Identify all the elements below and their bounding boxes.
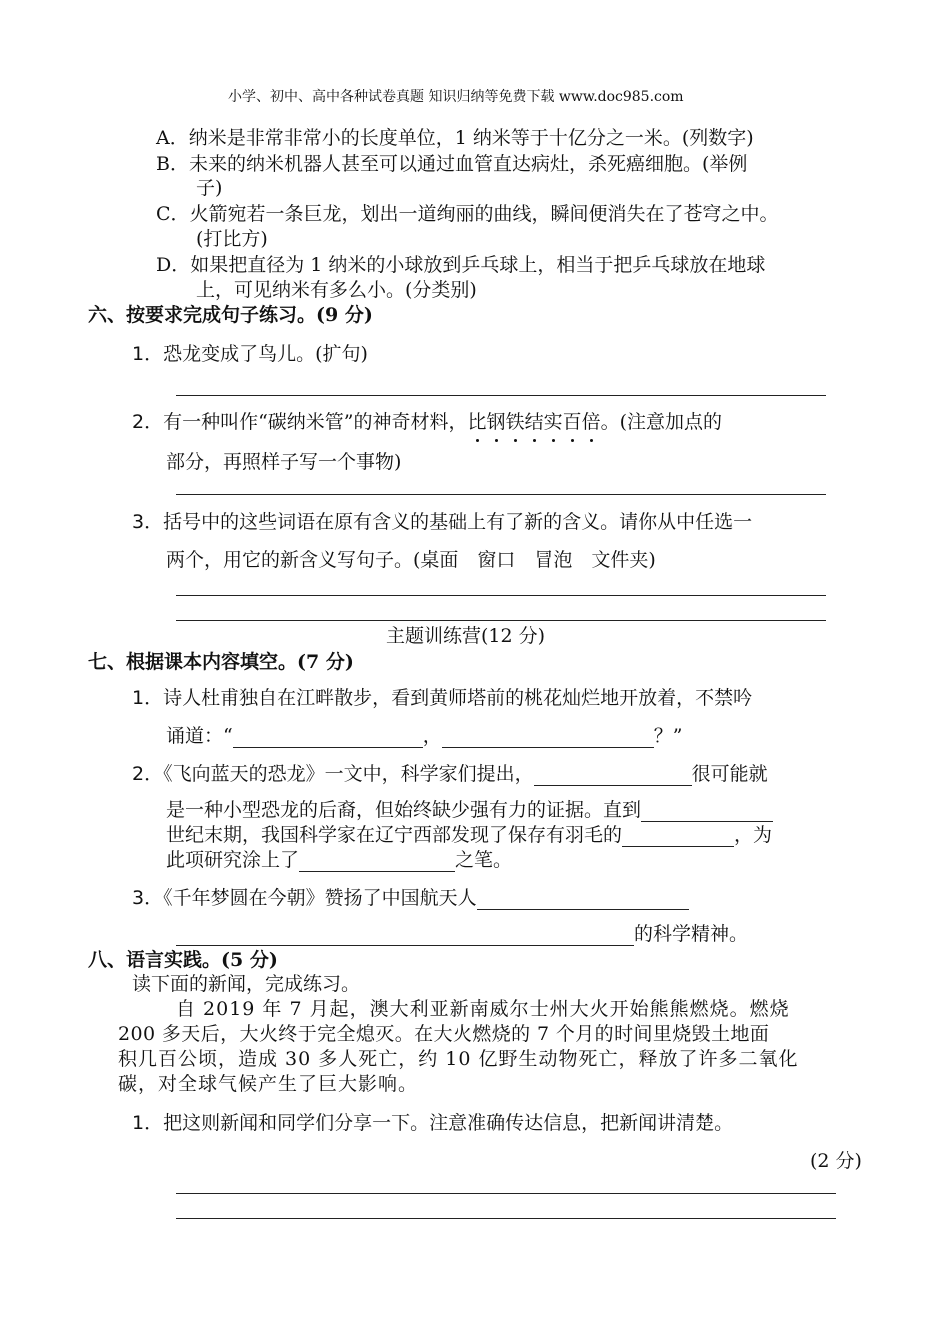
s7-q1 (132, 686, 752, 710)
dotted-char: 百 (562, 411, 582, 433)
s7-q1-close-quote: ？” (653, 725, 683, 747)
s7-q2-text-f: 此项研究涂上了 (166, 849, 300, 871)
dotted-char: 铁 (505, 411, 525, 433)
s7-q1-cont (166, 724, 682, 748)
s8-q1-answer-line-1[interactable] (176, 1193, 836, 1194)
dotted-char: 钢 (486, 411, 506, 433)
s6-q1-num: 1． (132, 343, 164, 365)
s7-q2-text-d: 世纪末期，我国科学家在辽宁西部发现了保存有羽毛的 (166, 824, 623, 846)
s7-q3-num: 3． (132, 887, 164, 909)
s6-q2 (132, 410, 722, 434)
option-c-cont: (打比方) (196, 228, 268, 250)
section-6-title: 六、按要求完成句子练习。(9 分) (88, 304, 373, 326)
s6-q2-dotted-phrase (468, 411, 601, 433)
option-b-cont: 子) (196, 177, 223, 199)
s7-q3-blank-1[interactable] (477, 891, 689, 910)
s6-q1 (132, 342, 368, 366)
option-d-cont: 上，可见纳米有多么小。(分类别) (196, 279, 477, 301)
s6-q1-text: 恐龙变成了鸟儿。(扩句) (163, 343, 368, 365)
s8-q1-answer-line-2[interactable] (176, 1218, 836, 1219)
s8-q1-num: 1． (132, 1112, 164, 1134)
dotted-char: 结 (524, 411, 544, 433)
option-d: D．如果把直径为 1 纳米的小球放到乒乓球上，相当于把乒乓球放在地球 (156, 254, 766, 276)
news-line-4: 碳，对全球气候产生了巨大影响。 (118, 1073, 419, 1095)
s6-q2-num: 2． (132, 411, 164, 433)
s7-q2-line3 (166, 823, 772, 847)
s6-q2-answer-line[interactable] (176, 494, 826, 495)
s7-q2-line2 (166, 798, 773, 822)
s7-q3-line2 (176, 922, 748, 946)
s8-q1-text: 把这则新闻和同学们分享一下。注意准确传达信息，把新闻讲清楚。 (163, 1112, 734, 1134)
section-7-title: 七、根据课本内容填空。(7 分) (88, 651, 354, 673)
news-line-1: 自 2019 年 7 月起，澳大利亚新南威尔士州大火开始熊熊燃烧。燃烧 (176, 998, 790, 1020)
s6-q3 (132, 510, 752, 534)
option-c: C．火箭宛若一条巨龙，划出一道绚丽的曲线，瞬间便消失在了苍穹之中。 (156, 203, 779, 225)
s7-q1-open-quote: 诵道：“ (166, 725, 233, 747)
s7-q1-comma: ， (422, 725, 442, 747)
s6-q3-answer-line-2[interactable] (176, 620, 826, 621)
s7-q2-line4 (166, 848, 512, 872)
s7-q2-blank-2[interactable] (641, 803, 773, 822)
dotted-char: 比 (467, 411, 487, 433)
s7-q1-num: 1． (132, 687, 164, 709)
s7-q2-text-g: 之笔。 (455, 849, 513, 871)
s7-q1-blank-1[interactable] (233, 729, 423, 748)
news-line-3: 积几百公顷，造成 30 多人死亡，约 10 亿野生动物死亡，释放了许多二氧化 (118, 1048, 799, 1070)
s7-q3-text-a: 《千年梦圆在今朝》赞扬了中国航天人 (163, 887, 477, 909)
s7-q2-text-c: 是一种小型恐龙的后裔，但始终缺少强有力的证据。直到 (166, 799, 642, 821)
s7-q3 (132, 886, 689, 910)
s6-q2-text-a: 有一种叫作“碳纳米管”的神奇材料， (163, 411, 468, 433)
s7-q2-text-a: 《飞向蓝天的恐龙》一文中，科学家们提出， (163, 763, 534, 785)
dotted-char: 倍 (581, 411, 601, 433)
page-header: 小学、初中、高中各种试卷真题 知识归纳等免费下载 www.doc985.com (228, 89, 684, 105)
option-a: A．纳米是非常非常小的长度单位，1 纳米等于十亿分之一米。(列数字) (156, 127, 754, 149)
section-8-title: 八、语言实践。(5 分) (88, 949, 278, 971)
s6-q3-num: 3． (132, 511, 164, 533)
s7-q2-blank-1[interactable] (534, 767, 692, 786)
s6-q3-answer-line-1[interactable] (176, 595, 826, 596)
s7-q2-text-e: ，为 (734, 824, 773, 846)
s6-q2-text-b: 。(注意加点的 (600, 411, 723, 433)
s7-q2-num: 2． (132, 763, 164, 785)
s7-q2-blank-4[interactable] (299, 853, 455, 872)
s8-q1 (132, 1111, 733, 1135)
s6-q2-cont: 部分，再照样子写一个事物) (166, 451, 402, 473)
s7-q1-text: 诗人杜甫独自在江畔散步，看到黄师塔前的桃花灿烂地开放着，不禁吟 (163, 687, 753, 709)
s7-q2 (132, 762, 768, 786)
s8-intro: 读下面的新闻，完成练习。 (132, 973, 361, 995)
news-line-2: 200 多天后，大火终于完全熄灭。在大火燃烧的 7 个月的时间里烧毁土地面 (118, 1023, 770, 1045)
s7-q2-text-b: 很可能就 (691, 763, 768, 785)
dotted-char: 实 (543, 411, 563, 433)
subtitle: 主题训练营(12 分) (386, 625, 546, 647)
s8-q1-score: (2 分) (810, 1150, 862, 1172)
s7-q3-blank-2[interactable] (176, 927, 634, 946)
s7-q2-blank-3[interactable] (622, 828, 734, 847)
s6-q3-text: 括号中的这些词语在原有含义的基础上有了新的含义。请你从中任选一 (163, 511, 753, 533)
s7-q1-blank-2[interactable] (442, 729, 654, 748)
s7-q3-text-b: 的科学精神。 (634, 923, 749, 945)
s6-q1-answer-line[interactable] (176, 395, 826, 396)
option-b: B．未来的纳米机器人甚至可以通过血管直达病灶，杀死癌细胞。(举例 (156, 153, 748, 175)
s6-q3-cont: 两个，用它的新含义写句子。(桌面 窗口 冒泡 文件夹) (166, 549, 656, 571)
